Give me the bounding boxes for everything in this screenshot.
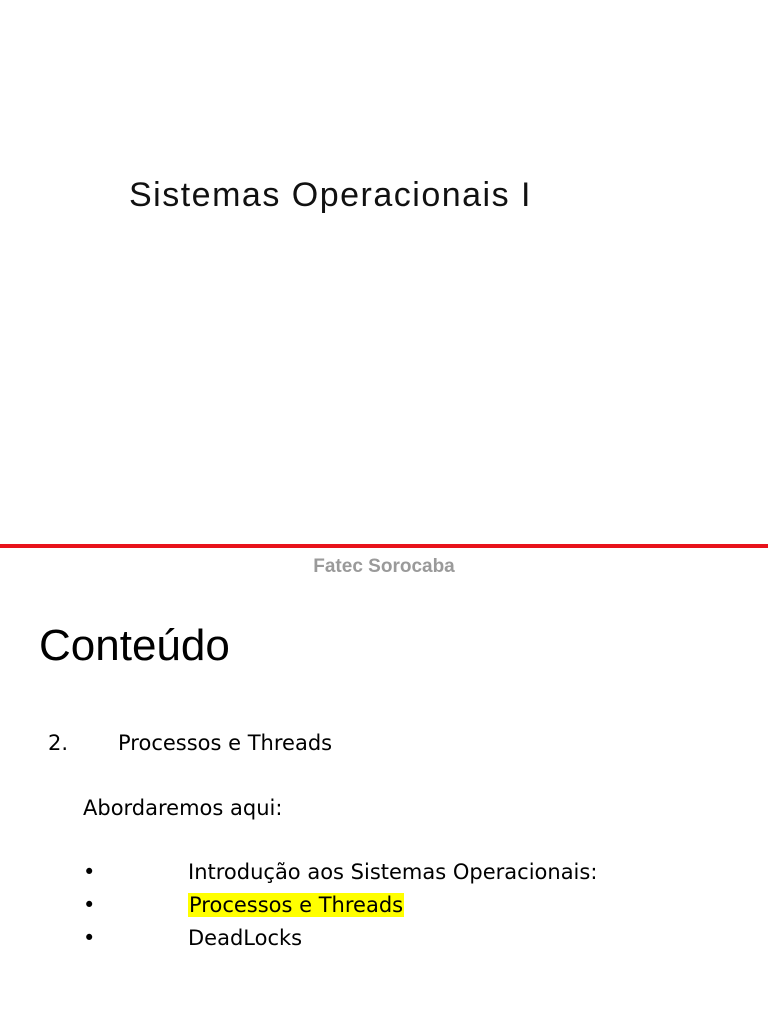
bullet-1: • bbox=[83, 860, 96, 884]
section-number: 2. bbox=[48, 731, 69, 755]
list-item-2 bbox=[188, 892, 404, 918]
list-item-1: Introdução aos Sistemas Operacionais: bbox=[188, 860, 598, 884]
highlighted-text: Processos e Threads bbox=[189, 893, 404, 917]
bullet-3: • bbox=[83, 926, 96, 950]
list-item-3: DeadLocks bbox=[188, 926, 303, 950]
bullet-2: • bbox=[83, 893, 96, 917]
section-title: Processos e Threads bbox=[118, 731, 333, 755]
intro-text: Abordaremos aqui: bbox=[83, 796, 283, 820]
slide-title: Sistemas Operacionais I bbox=[129, 176, 532, 214]
content-title: Conteúdo bbox=[39, 621, 230, 670]
slide-divider bbox=[0, 544, 768, 548]
footer-label: Fatec Sorocaba bbox=[313, 556, 455, 577]
